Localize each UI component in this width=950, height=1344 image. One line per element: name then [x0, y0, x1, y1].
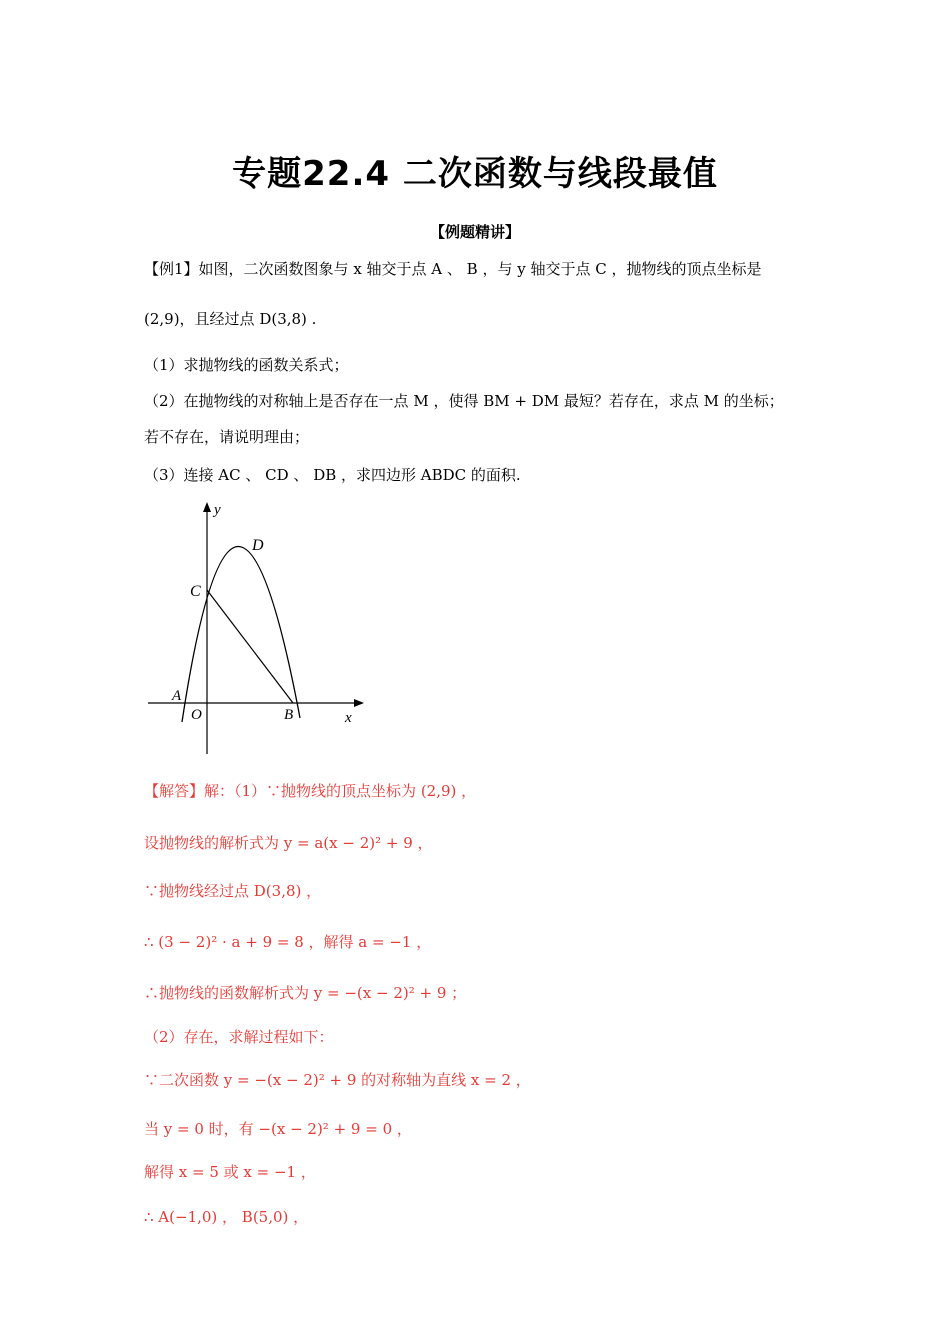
question-2b: 若不存在，请说明理由； — [144, 428, 310, 446]
problem-line-2: (2,9)，且经过点 D(3,8) . — [144, 310, 317, 328]
solution-line-6: （2）存在，求解过程如下： — [144, 1028, 334, 1046]
solution-line-10: ∴ A(−1,0) ， B(5,0) ， — [144, 1208, 309, 1226]
label-a: A — [172, 688, 182, 704]
page-title: 专题22.4 二次函数与线段最值 — [232, 154, 718, 194]
problem-line-1: 【例1】如图，二次函数图象与 x 轴交于点 A 、 B ，与 y 轴交于点 C ，抛物线的顶点坐标是 — [144, 260, 762, 278]
label-y: y — [214, 502, 221, 518]
solution-line-7: ∵二次函数 y = −(x − 2)² + 9 的对称轴为直线 x = 2 ， — [144, 1071, 531, 1089]
label-x: x — [345, 710, 352, 726]
label-b: B — [284, 707, 294, 723]
question-3: （3）连接 AC 、 CD 、 DB ，求四边形 ABDC 的面积. — [144, 466, 521, 484]
y-axis-arrow — [203, 502, 211, 512]
segment-cb — [207, 590, 293, 703]
solution-line-8: 当 y = 0 时，有 −(x − 2)² + 9 = 0 ， — [144, 1120, 412, 1138]
solution-line-2: 设抛物线的解析式为 y = a(x − 2)² + 9 ， — [144, 834, 433, 852]
solution-line-3: ∵抛物线经过点 D(3,8) ， — [144, 882, 322, 900]
label-c: C — [190, 583, 201, 600]
solution-line-9: 解得 x = 5 或 x = −1 ， — [144, 1163, 316, 1181]
solution-line-4: ∴ (3 − 2)² · a + 9 = 8 ，解得 a = −1 ， — [144, 933, 432, 951]
parabola-figure — [140, 498, 370, 760]
label-o: O — [191, 707, 202, 723]
section-heading: 【例题精讲】 — [429, 223, 520, 241]
solution-line-1: 【解答】解：（1）∵抛物线的顶点坐标为 (2,9) ， — [144, 782, 477, 800]
question-1: （1）求抛物线的函数关系式； — [144, 356, 349, 374]
solution-line-5: ∴抛物线的函数解析式为 y = −(x − 2)² + 9 ； — [144, 984, 467, 1002]
label-d: D — [252, 537, 264, 554]
question-2a: （2）在抛物线的对称轴上是否存在一点 M ，使得 BM + DM 最短？若存在，求点 M 的坐标； — [144, 392, 784, 410]
x-axis-arrow — [354, 699, 364, 707]
